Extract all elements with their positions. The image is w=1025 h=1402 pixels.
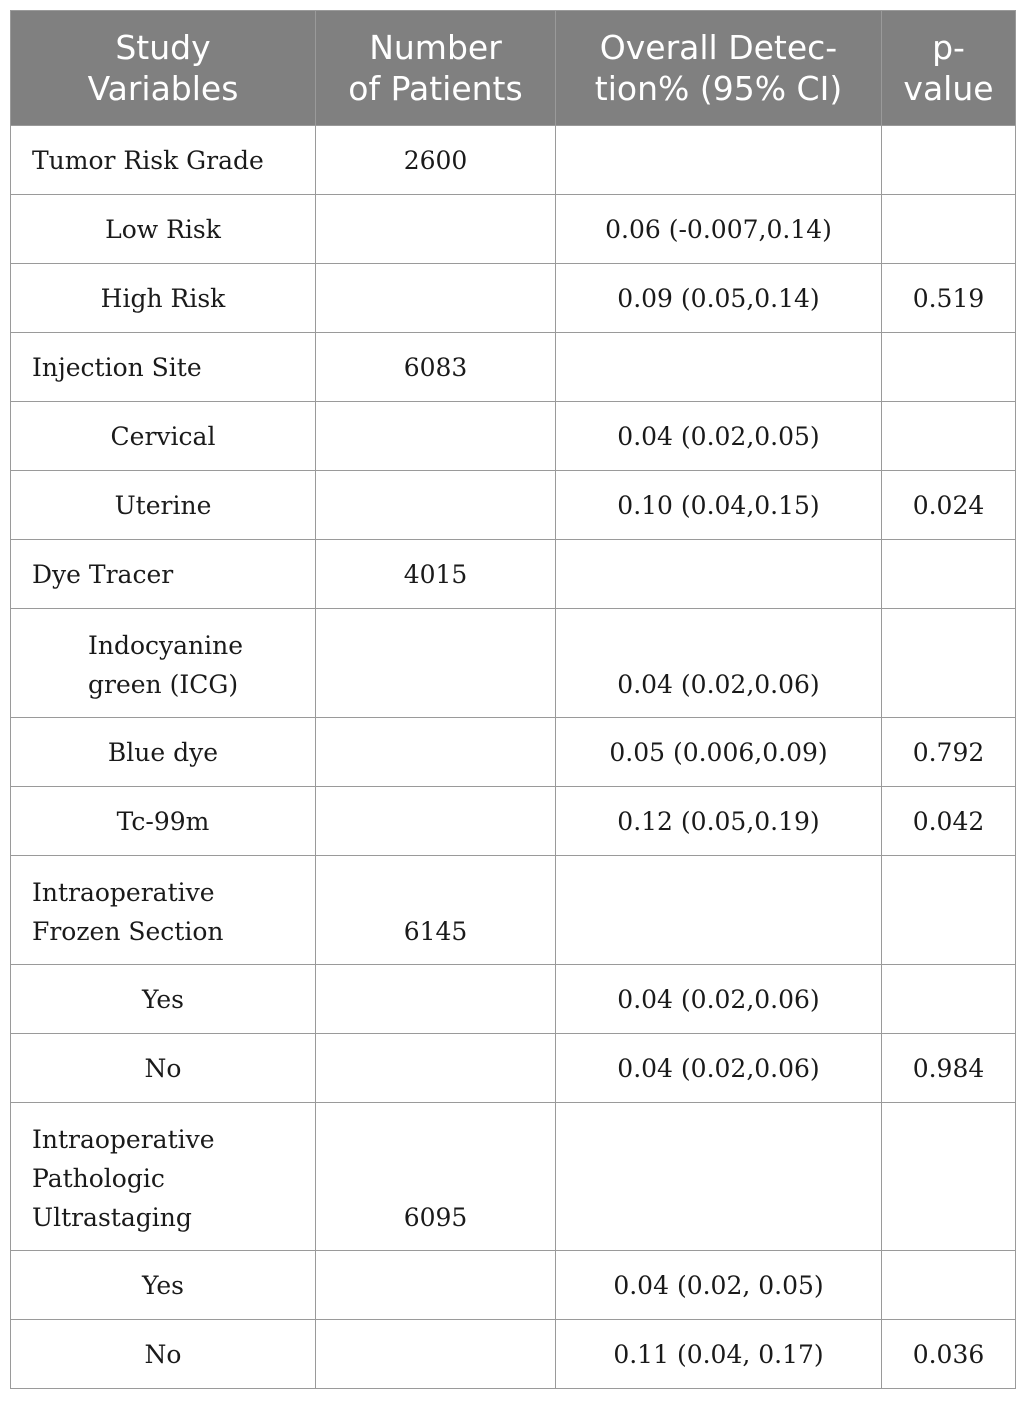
- patients-cell: [316, 195, 556, 264]
- table-row: [11, 333, 1016, 402]
- patients-cell: [316, 609, 556, 718]
- detection-cell: 0.06 (-0.007,0.14): [556, 195, 882, 264]
- study-variable-cell: No: [11, 1034, 316, 1103]
- variable-line: green (ICG): [88, 670, 239, 699]
- variable-line: Frozen Section: [32, 917, 224, 946]
- p-value-cell: [882, 333, 1016, 402]
- header-text: p-: [932, 28, 965, 67]
- study-variable-cell: Cervical: [11, 402, 316, 471]
- study-variable-cell: Injection Site: [11, 333, 316, 402]
- study-variable-cell: High Risk: [11, 264, 316, 333]
- p-value-cell: [882, 540, 1016, 609]
- detection-cell: 0.04 (0.02,0.06): [556, 965, 882, 1034]
- patients-cell: [316, 965, 556, 1034]
- p-value-cell: 0.036: [882, 1320, 1016, 1389]
- variable-line: Intraoperative: [32, 1125, 215, 1154]
- patients-cell: [316, 471, 556, 540]
- p-value-cell: [882, 1251, 1016, 1320]
- detection-cell: [556, 1103, 882, 1251]
- p-value-cell: 0.984: [882, 1034, 1016, 1103]
- detection-cell: [556, 126, 882, 195]
- header-text: Overall Detec-: [599, 28, 838, 67]
- p-value-cell: 0.792: [882, 718, 1016, 787]
- p-value-cell: [882, 965, 1016, 1034]
- study-variable-cell: Dye Tracer: [11, 540, 316, 609]
- p-value-cell: [882, 609, 1016, 718]
- detection-cell: 0.04 (0.02,0.06): [556, 1034, 882, 1103]
- table-row: [11, 1320, 1016, 1389]
- patients-cell: [316, 787, 556, 856]
- detection-cell: 0.04 (0.02,0.05): [556, 402, 882, 471]
- detection-cell: 0.11 (0.04, 0.17): [556, 1320, 882, 1389]
- study-variable-cell: Yes: [11, 965, 316, 1034]
- detection-cell: 0.10 (0.04,0.15): [556, 471, 882, 540]
- detection-cell: 0.05 (0.006,0.09): [556, 718, 882, 787]
- table-row: [11, 609, 1016, 718]
- study-variable-cell: No: [11, 1320, 316, 1389]
- table-row: [11, 718, 1016, 787]
- study-variable-cell: Tumor Risk Grade: [11, 126, 316, 195]
- detection-cell: [556, 856, 882, 965]
- table-row: [11, 195, 1016, 264]
- detection-cell: [556, 540, 882, 609]
- p-value-cell: 0.024: [882, 471, 1016, 540]
- variable-line: Pathologic: [32, 1164, 165, 1193]
- header-row: [11, 11, 1016, 126]
- header-p-value: [882, 11, 1016, 126]
- table-row: [11, 965, 1016, 1034]
- study-variable-cell: Low Risk: [11, 195, 316, 264]
- detection-cell: [556, 333, 882, 402]
- variable-line: Intraoperative: [32, 878, 215, 907]
- detection-cell: 0.04 (0.02, 0.05): [556, 1251, 882, 1320]
- table-row: [11, 787, 1016, 856]
- table-row: [11, 540, 1016, 609]
- table-header: [11, 11, 1016, 126]
- p-value-cell: [882, 856, 1016, 965]
- variable-line: Ultrastaging: [32, 1203, 192, 1232]
- header-text: Number: [369, 28, 502, 67]
- study-variable-cell: [11, 609, 316, 718]
- patients-cell: [316, 1320, 556, 1389]
- detection-cell: 0.12 (0.05,0.19): [556, 787, 882, 856]
- header-text: Variables: [87, 69, 239, 108]
- header-number-of-patients: [316, 11, 556, 126]
- table-row: [11, 1034, 1016, 1103]
- patients-cell: 6095: [316, 1103, 556, 1251]
- study-variable-cell: [11, 856, 316, 965]
- header-study-variables: [11, 11, 316, 126]
- p-value-cell: [882, 1103, 1016, 1251]
- patients-cell: [316, 264, 556, 333]
- patients-cell: [316, 402, 556, 471]
- study-variable-cell: Uterine: [11, 471, 316, 540]
- table-row: [11, 1251, 1016, 1320]
- header-text: tion% (95% CI): [594, 69, 843, 108]
- detection-cell: 0.09 (0.05,0.14): [556, 264, 882, 333]
- header-text: of Patients: [348, 69, 523, 108]
- table-row: [11, 126, 1016, 195]
- patients-cell: 4015: [316, 540, 556, 609]
- p-value-cell: 0.042: [882, 787, 1016, 856]
- study-variable-cell: Tc-99m: [11, 787, 316, 856]
- table-row: [11, 1103, 1016, 1251]
- p-value-cell: [882, 402, 1016, 471]
- p-value-cell: [882, 126, 1016, 195]
- patients-cell: 6083: [316, 333, 556, 402]
- patients-cell: 2600: [316, 126, 556, 195]
- detection-cell: 0.04 (0.02,0.06): [556, 609, 882, 718]
- table-row: [11, 856, 1016, 965]
- variable-line: Indocyanine: [88, 631, 244, 660]
- patients-cell: [316, 1251, 556, 1320]
- table-row: [11, 471, 1016, 540]
- table-row: [11, 264, 1016, 333]
- study-variable-cell: Blue dye: [11, 718, 316, 787]
- patients-cell: 6145: [316, 856, 556, 965]
- table-row: [11, 402, 1016, 471]
- study-variable-cell: [11, 1103, 316, 1251]
- header-text: value: [903, 69, 994, 108]
- header-overall-detection: [556, 11, 882, 126]
- p-value-cell: [882, 195, 1016, 264]
- p-value-cell: 0.519: [882, 264, 1016, 333]
- study-variable-cell: Yes: [11, 1251, 316, 1320]
- table-body: [11, 126, 1016, 1389]
- patients-cell: [316, 718, 556, 787]
- detection-table: [10, 10, 1016, 1389]
- header-text: Study: [115, 28, 211, 67]
- patients-cell: [316, 1034, 556, 1103]
